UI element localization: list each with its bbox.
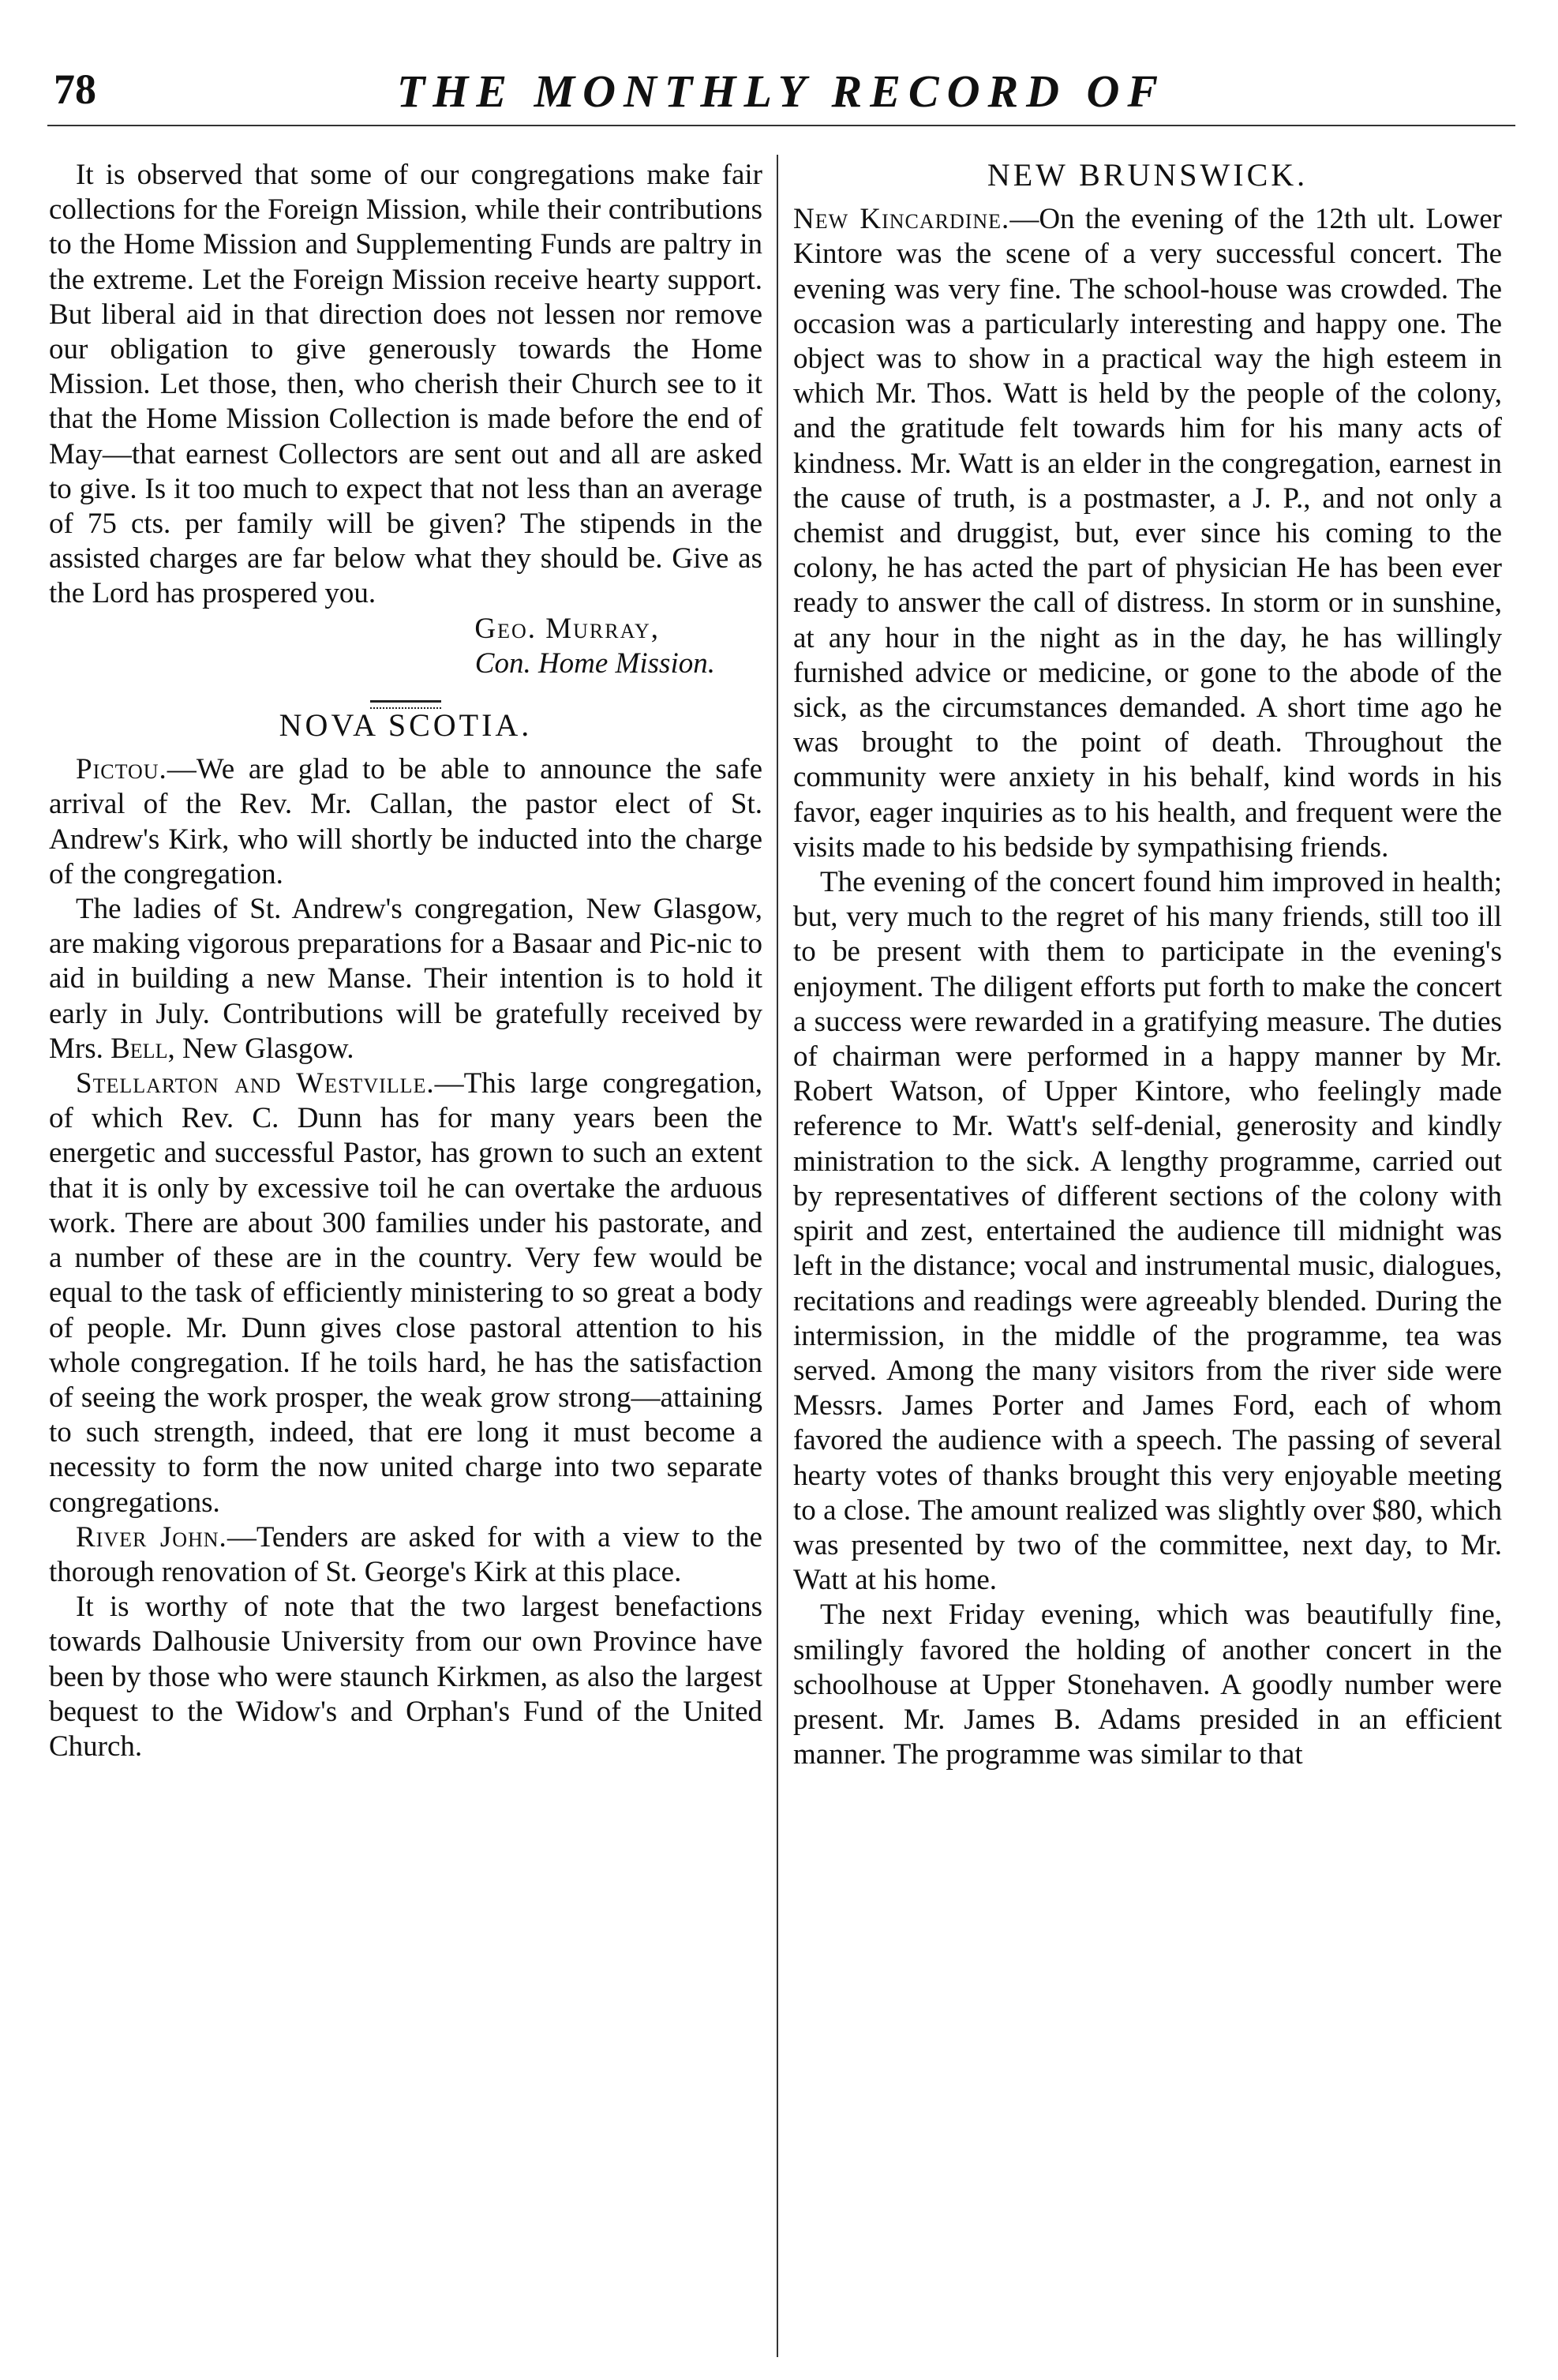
ladies-name: Bell, bbox=[110, 1032, 175, 1065]
left-column bbox=[49, 158, 762, 2352]
signature bbox=[49, 612, 762, 681]
pictou-text: —We are glad to be able to announce the safe arrival of the Rev. Mr. Callan, the pastor elect of St. Andrew's Kirk, who will shortly be inducted into the charge of the congregation. bbox=[49, 753, 762, 890]
ladies-text-1: The ladies of St. Andrew's congregation, New Glasgow, are making vigorous preparations for a Basaar and Pic-nic to aid in building a new Manse. Their intention is to hold it early in July. Contributions will be gratefully received by Mrs. bbox=[49, 893, 762, 1065]
signature-title: Con. Home Mission. bbox=[474, 647, 715, 680]
page-number: 78 bbox=[54, 66, 96, 113]
right-column bbox=[793, 158, 1502, 2352]
stellarton-text: —This large congregation, of which Rev. C. Dunn has for many years been the energetic and successful Pastor, has grown to such an extent that it is only by excessive toil he can overtake the arduous work. There are about 300 families under his pastorate, and a number of these are in the country. Very few would be equal to the task of efficiently ministering to so great a body of people. Mr. Dunn gives close pastoral attention to his whole congregation. If he toils hard, he has the satisfaction of seeing the work prosper, the weak grow strong—attaining to such strength, indeed, that ere long it must become a necessity to form the now united charge into two separate congregations. bbox=[49, 1067, 762, 1519]
place-name-stellarton: Stellarton and Westville. bbox=[76, 1067, 435, 1100]
river-john-text: —Tenders are asked for with a view to the thorough renovation of St. George's Kirk at this place. bbox=[49, 1520, 762, 1588]
column-divider bbox=[777, 155, 778, 2357]
place-name-pictou: Pictou. bbox=[76, 753, 167, 786]
section-heading-new-brunswick: NEW BRUNSWICK. bbox=[987, 158, 1309, 193]
running-title: THE MONTHLY RECORD OF bbox=[396, 66, 1167, 117]
article-concert-evening: The evening of the concert found him improved in health; but, very much to the regret of his many friends, still too ill to be present with them to participate in the evening's enjoyment. The diligent efforts put forth to make the concert a success were rewarded in a gratifying measure. The duties of chairman were performed in a happy manner by Mr. Robert Watson, of Upper Kintore, who feelingly made reference to Mr. Watt's self-denial, generosity and kindly ministration to the sick. A lengthy programme, carried out by representatives of different sections of the colony with spirit and zest, entertained the audience till midnight was left in the distance; vocal and instrumental music, dialogues, recitations and readings were agreeably blended. During the intermission, in the middle of the programme, tea was served. Among the many visitors from the river side were Messrs. James Porter and James Ford, each of whom favored the audience with a speech. The passing of several hearty votes of thanks brought this very enjoyable meeting to a close. The amount realized was slightly over $80, which was presented by two of the committee, next day, to Mr. Watt at his home. bbox=[793, 866, 1502, 1597]
running-head bbox=[47, 65, 1515, 126]
foreign-mission-notice: It is observed that some of our congregations make fair collections for the Foreign Mission, while their contributions to the Home Mission and Supplementing Funds are paltry in the extreme. Let the Foreign Mission receive hearty support. But liberal aid in that direction does not lessen nor remove our obligation to give generously towards the Home Mission. Let those, then, who cherish their Church see to it that the Home Mission Collection is made before the end of May—that earnest Collectors are sent out and all are asked to give. Is it too much to expect that not less than an average of 75 cts. per family will be given? The stipends in the assisted charges are far below what they should be. Give as the Lord has prospered you. bbox=[49, 159, 762, 610]
section-heading-nova-scotia: NOVA SCOTIA. bbox=[279, 707, 533, 744]
place-name-new-kincardine: New Kincardine. bbox=[793, 203, 1010, 236]
article-dalhousie: It is worthy of note that the two largest benefactions towards Dalhousie University from our own Province have been by those who were staunch Kirkmen, as also the largest bequest to the Widow's and Orphan's Fund of the United Church. bbox=[49, 1591, 762, 1763]
article-friday-concert: The next Friday evening, which was beautifully fine, smilingly favored the holding of another concert in the schoolhouse at Upper Stonehaven. A goodly number were present. Mr. James B. Adams presided in an efficient manner. The programme was similar to that bbox=[793, 1599, 1502, 1771]
ladies-text-2: New Glasgow. bbox=[174, 1032, 354, 1065]
article-stellarton bbox=[49, 1066, 762, 1520]
article-river-john bbox=[49, 1520, 762, 1590]
article-pictou bbox=[49, 752, 762, 892]
article-ladies-basaar bbox=[49, 892, 762, 1066]
article-new-kincardine bbox=[793, 202, 1502, 865]
ornament-divider bbox=[49, 683, 762, 703]
signature-name: Geo. Murray, bbox=[474, 612, 660, 645]
place-name-river-john: River John. bbox=[76, 1520, 227, 1554]
kincardine-text: —On the evening of the 12th ult. Lower Kintore was the scene of a very successful concert. The evening was very fine. The school-house was crowded. The occasion was a particularly interesting and happy one. The object was to show in a practical way the high esteem in which Mr. Thos. Watt is held by the people of the colony, and the gratitude felt towards him for his many acts of kindness. Mr. Watt is an elder in the congregation, earnest in the cause of truth, is a postmaster, a J. P., and not only a chemist and druggist, but, ever since his coming to the colony, he has acted the part of physician He has been ever ready to answer the call of distress. In storm or in sunshine, at any hour in the night as in the day, he has willingly furnished advice or medicine, or gone to the abode of the sick, as the circumstances demanded. A short time ago he was brought to the point of death. Throughout the community were anxiety in his behalf, kind words in his favor, eager inquiries as to his health, and frequent were the visits made to his bedside by sympathising friends. bbox=[793, 203, 1502, 864]
